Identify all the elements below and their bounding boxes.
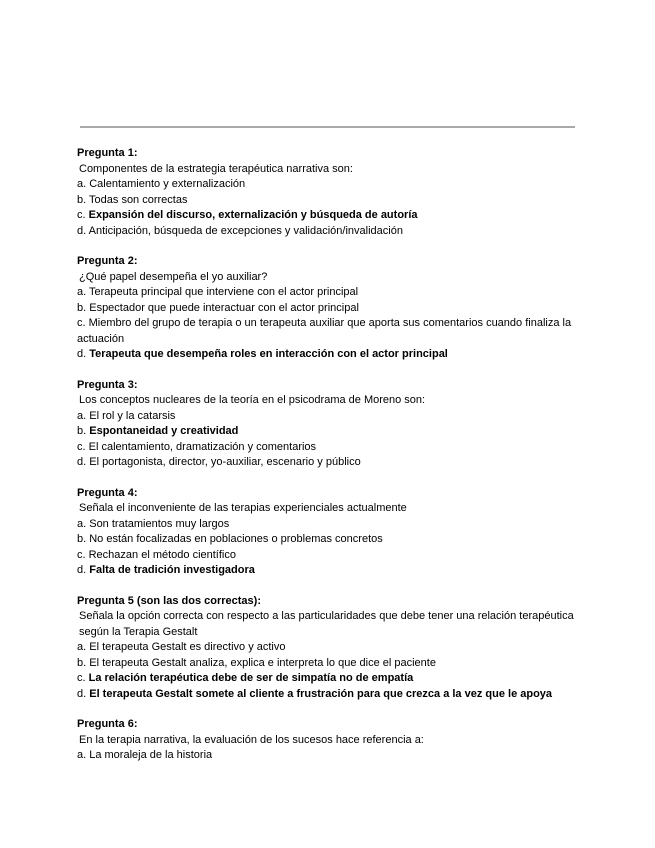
option-d: d. Anticipación, búsqueda de excepciones y validación/invalidación xyxy=(77,224,403,237)
horizontal-rule xyxy=(80,126,575,128)
quiz-content xyxy=(77,146,575,779)
question-6 xyxy=(77,717,575,764)
question-title: Pregunta 3: xyxy=(77,378,138,391)
question-title: Pregunta 1: xyxy=(77,147,138,159)
question-prompt: Señala la opción correcta con respecto a las particularidades que debe tener una relación terapéutica según la Terapia Gestalt xyxy=(79,610,574,638)
option-d: d. El portagonista, director, yo-auxiliar, escenario y público xyxy=(77,456,361,468)
option-b: b. Espectador que puede interactuar con el actor principal xyxy=(77,301,359,314)
option-b: b. No están focalizadas en poblaciones o problemas concretos xyxy=(77,533,383,545)
option-prefix: d. xyxy=(77,687,90,700)
option-c: c. El calentamiento, dramatización y comentarios xyxy=(77,440,317,453)
option-c: c. Rechazan el método científico xyxy=(77,548,236,561)
question-1 xyxy=(77,146,575,239)
option-prefix: d. xyxy=(77,348,90,360)
question-title: Pregunta 6: xyxy=(77,718,138,730)
question-title: Pregunta 4: xyxy=(77,486,138,499)
question-prompt: Componentes de la estrategia terapéutica narrativa son: xyxy=(79,162,353,175)
question-title: Pregunta 5 (son las dos correctas): xyxy=(77,594,261,607)
option-b: b. Todas son correctas xyxy=(77,193,188,206)
correct-answer-text: El terapeuta Gestalt somete al cliente a frustración para que crezca a la vez que le apoya xyxy=(89,687,553,700)
question-prompt: ¿Qué papel desempeña el yo auxiliar? xyxy=(79,270,268,283)
option-a: a. La moraleja de la historia xyxy=(77,749,213,761)
option-d-correct xyxy=(77,687,575,703)
question-prompt: Señala el inconveniente de las terapias experienciales actualmente xyxy=(79,502,407,514)
correct-answer-text: Falta de tradición investigadora xyxy=(89,564,255,576)
option-prefix: c. xyxy=(77,672,89,684)
question-3 xyxy=(77,378,575,471)
question-prompt: En la terapia narrativa, la evaluación de los sucesos hace referencia a: xyxy=(79,733,424,746)
correct-answer-text: La relación terapéutica debe de ser de simpatía no de empatía xyxy=(88,672,414,684)
correct-answer-text: Terapeuta que desempeña roles en interacción con el actor principal xyxy=(89,348,448,360)
option-prefix: c. xyxy=(77,209,89,221)
correct-answer-text: Espontaneidad y creatividad xyxy=(89,425,239,437)
question-5 xyxy=(77,594,575,703)
option-c: c. Miembro del grupo de terapia o un terapeuta auxiliar que aporta sus comentarios cuando finaliza la actuación xyxy=(77,317,572,345)
option-prefix: d. xyxy=(77,564,90,576)
option-c-correct xyxy=(77,671,575,687)
question-title: Pregunta 2: xyxy=(77,255,138,267)
option-a: a. Calentamiento y externalización xyxy=(77,178,246,190)
option-d-correct xyxy=(77,563,575,579)
question-prompt: Los conceptos nucleares de la teoría en el psicodrama de Moreno son: xyxy=(79,394,426,406)
option-b-correct xyxy=(77,424,575,440)
option-a: a. Son tratamientos muy largos xyxy=(77,517,230,530)
option-b: b. El terapeuta Gestalt analiza, explica e interpreta lo que dice el paciente xyxy=(77,656,436,669)
option-prefix: b. xyxy=(77,425,90,437)
question-2 xyxy=(77,254,575,363)
option-a: a. Terapeuta principal que interviene con el actor principal xyxy=(77,286,359,298)
option-c-correct xyxy=(77,208,575,224)
option-a: a. El terapeuta Gestalt es directivo y activo xyxy=(77,641,286,653)
option-d-correct xyxy=(77,347,575,363)
option-a: a. El rol y la catarsis xyxy=(77,409,176,422)
question-4 xyxy=(77,486,575,579)
correct-answer-text: Expansión del discurso, externalización y búsqueda de autoría xyxy=(88,209,418,221)
